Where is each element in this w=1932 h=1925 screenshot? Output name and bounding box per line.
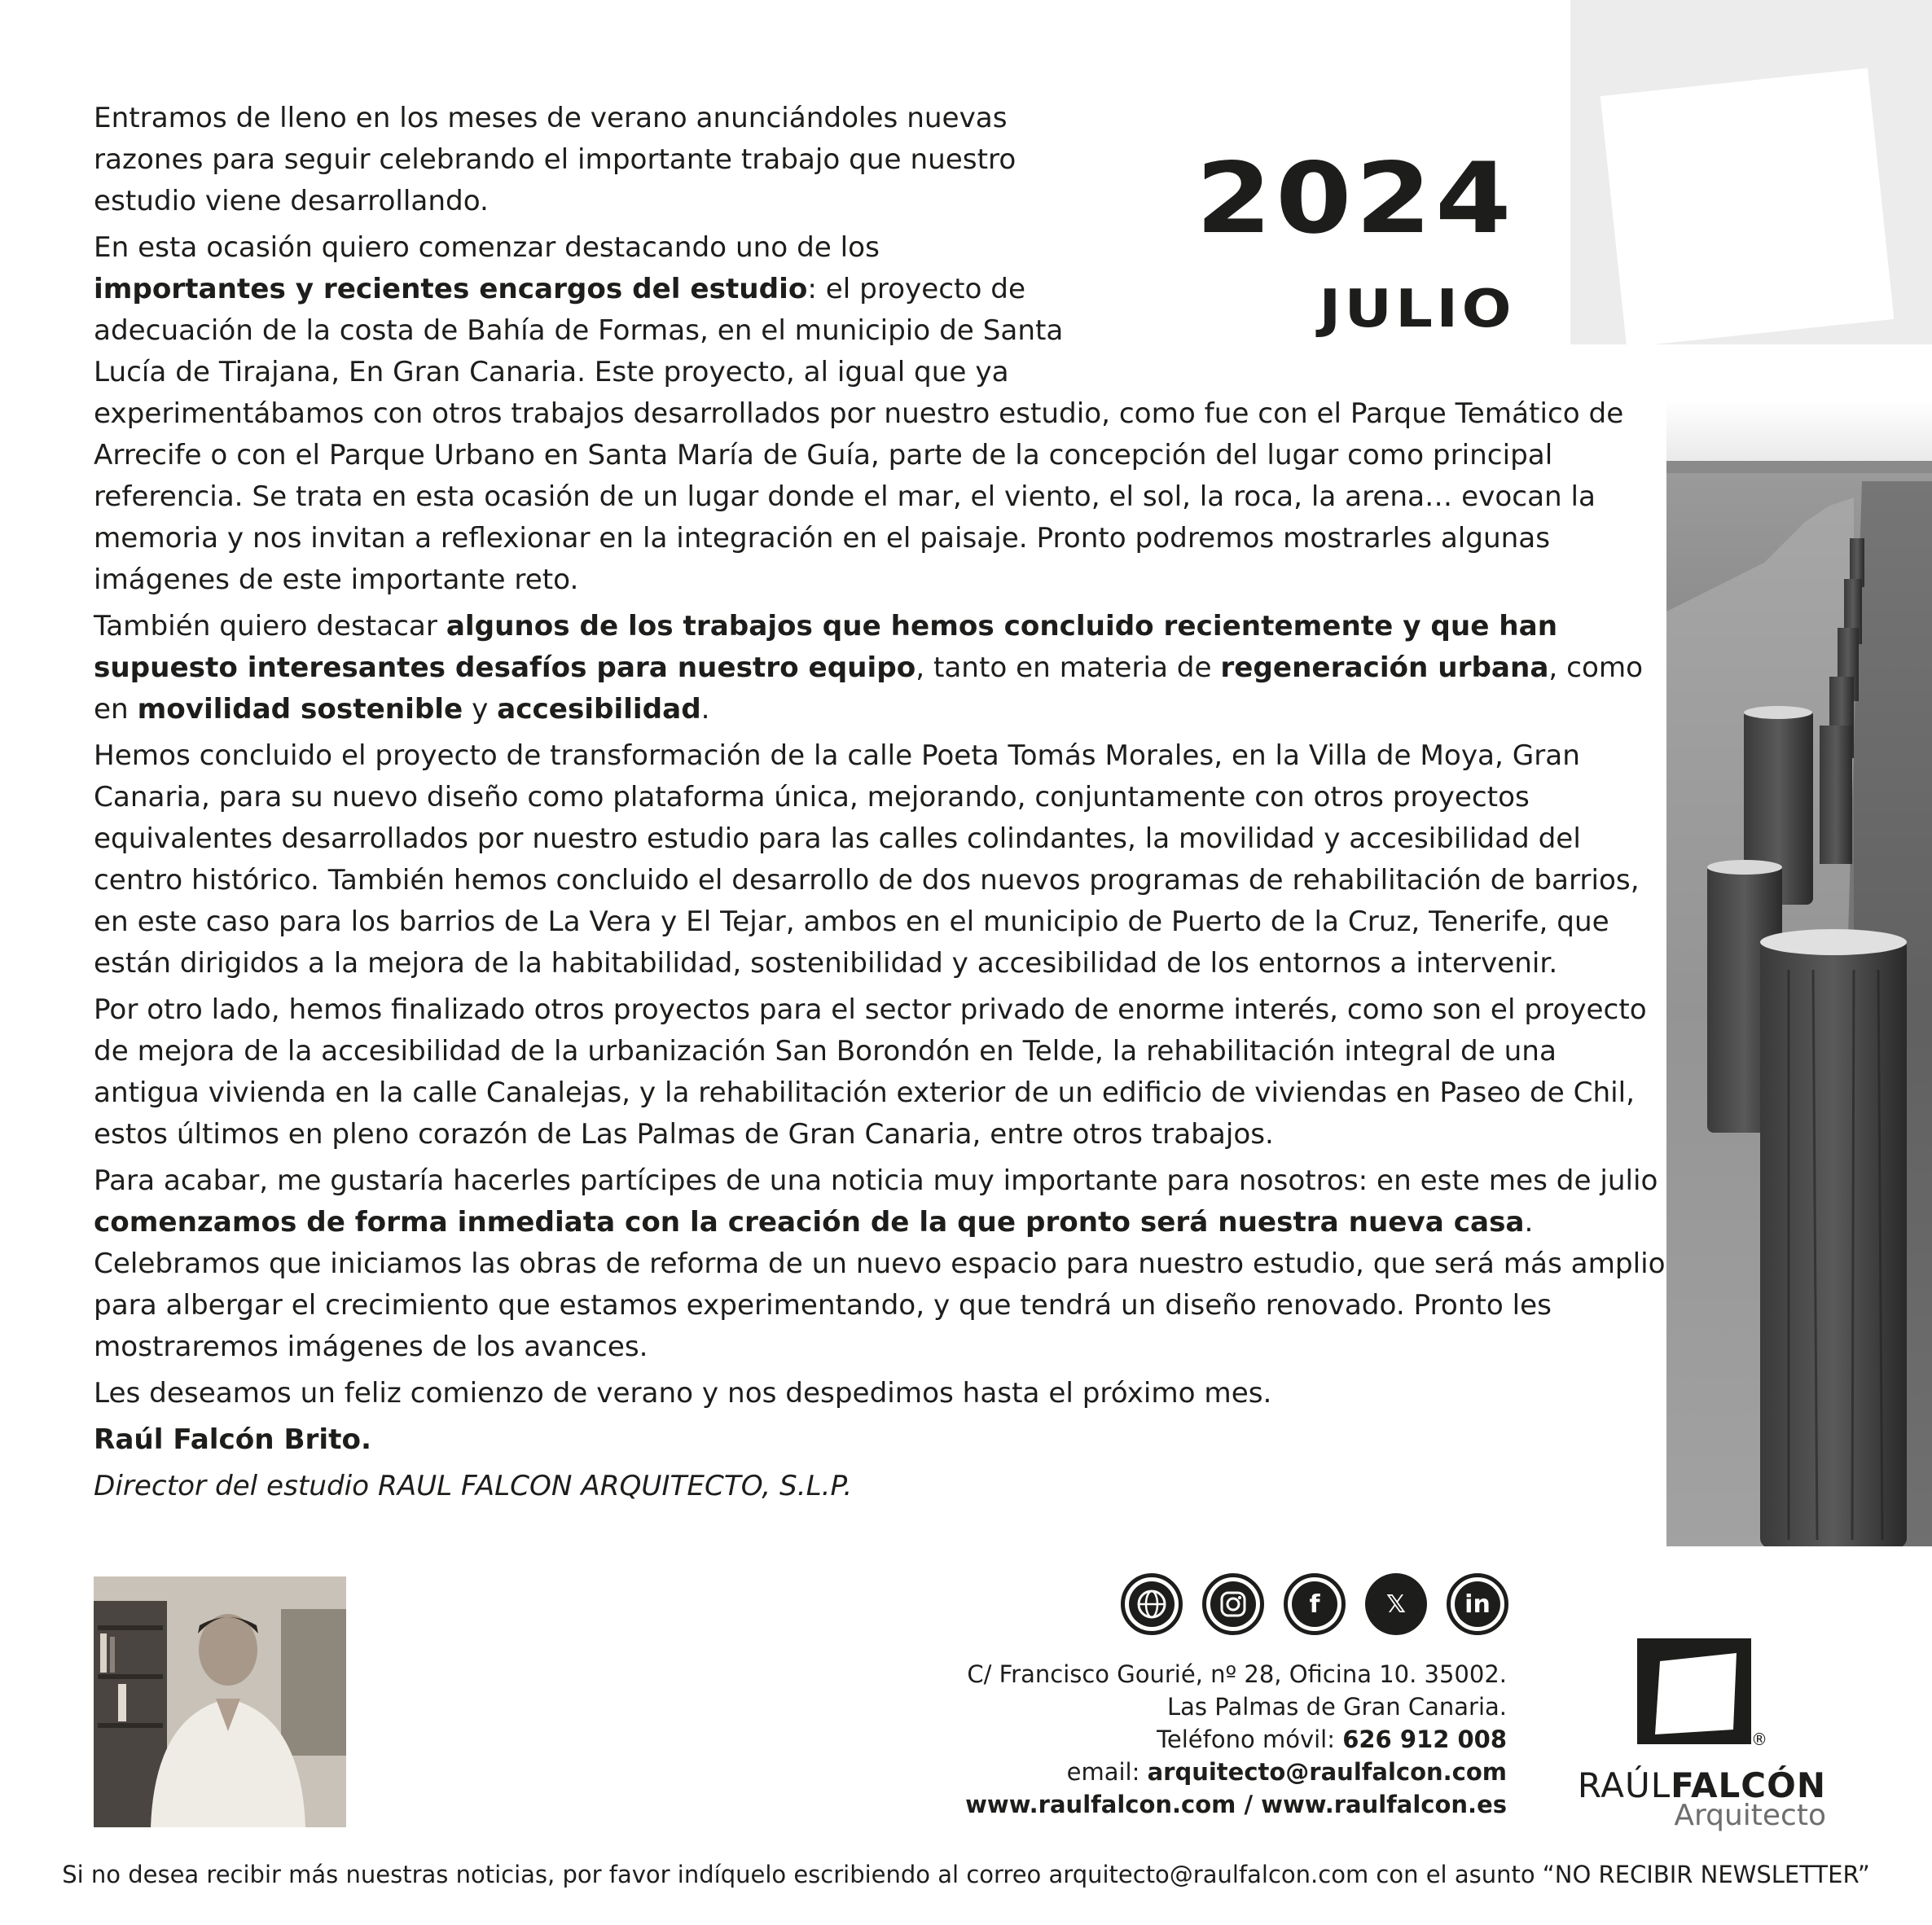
text-run-bold: comenzamos de forma inmediata con la creación de la que pronto será nuestra nueva casa	[94, 1206, 1525, 1239]
paragraph-moya-project: Hemos concluido el proyecto de transformación de la calle Poeta Tomás Morales, en la Villa de Moya, Gran Canaria, para su nuevo diseño como plataforma única, mejorando, conjuntamente con otros proyectos equivalentes desarrollados por nuestro estudio para las calles colindantes, la movilidad y accesibilidad del centro histórico. También hemos concluido el desarrollo de dos nuevos programas de rehabilitación de barrios, en este caso para los barrios de La Vera y El Tejar, ambos en el municipio de Puerto de la Cruz, Tenerife, que están dirigidos a la mejora de la habitabilidad, sostenibilidad y accesibilidad de los entornos a intervenir.	[94, 739, 1640, 980]
unsubscribe-notice: Si no desea recibir más nuestras noticias, por favor indíquelo escribiendo al correo arquitecto@raulfalcon.com con el asunto “NO RECIBIR NEWSLETTER”	[62, 1861, 1870, 1888]
x-link[interactable]	[1365, 1573, 1427, 1635]
phone-number[interactable]: 626 912 008	[1342, 1725, 1507, 1753]
coastal-posts-photo	[1666, 400, 1932, 1546]
web-link-com[interactable]: www.raulfalcon.com	[965, 1791, 1236, 1818]
paragraph-recent-works	[94, 606, 1666, 730]
email-line	[815, 1756, 1507, 1788]
web-link-es[interactable]: www.raulfalcon.es	[1261, 1791, 1507, 1818]
phone-label: Teléfono móvil:	[1157, 1725, 1343, 1753]
paragraph-intro: Entramos de lleno en los meses de verano anunciándoles nuevas razones para seguir celebrando el importante trabajo que nuestro estudio viene desarrollando.	[94, 102, 1016, 217]
text-run: y	[463, 693, 498, 726]
text-run: .	[700, 693, 710, 726]
facebook-link[interactable]	[1284, 1573, 1346, 1635]
text-run-bold: movilidad sostenible	[137, 693, 463, 726]
instagram-link[interactable]	[1202, 1573, 1264, 1635]
signature-name: Raúl Falcón Brito.	[94, 1423, 371, 1456]
x-icon: 𝕏	[1373, 1581, 1419, 1627]
brand-name-heavy: FALCÓN	[1671, 1765, 1826, 1805]
website-link[interactable]	[1121, 1573, 1183, 1635]
address-line-1: C/ Francisco Gourié, nº 28, Oficina 10. 35002.	[967, 1660, 1507, 1688]
paragraph-farewell: Les deseamos un feliz comienzo de verano y nos despedimos hasta el próximo mes.	[94, 1377, 1272, 1410]
linkedin-icon: in	[1455, 1581, 1500, 1627]
newsletter-article	[94, 98, 1666, 1512]
text-run-bold: accesibilidad	[497, 693, 701, 726]
author-portrait-photo	[94, 1576, 346, 1827]
social-icons-row	[1121, 1573, 1508, 1635]
email-label: email:	[1066, 1758, 1148, 1786]
issue-year: 2024	[1196, 143, 1515, 256]
address-line-2: Las Palmas de Gran Canaria.	[1167, 1693, 1507, 1721]
registered-mark: ®	[1751, 1730, 1767, 1749]
brand-logo-mark	[1637, 1638, 1751, 1744]
text-run-bold: regeneración urbana	[1220, 651, 1549, 684]
paragraph-bahia-formas	[94, 227, 1666, 601]
text-run: También quiero destacar	[94, 610, 446, 642]
brand-name-light: RAÚL	[1577, 1765, 1671, 1805]
paragraph-new-office	[94, 1160, 1666, 1368]
paragraph-private-sector: Por otro lado, hemos finalizado otros proyectos para el sector privado de enorme interés, como son el proyecto de mejora de la accesibilidad de la urbanización San Borondón en Telde, la rehabilitación integral de una antigua vivienda en la calle Canalejas, y la rehabilitación exterior de un edificio de viviendas en Paseo de Chil, estos últimos en pleno corazón de Las Palmas de Gran Canaria, entre otros trabajos.	[94, 993, 1647, 1151]
text-run: , como en	[94, 651, 1644, 726]
text-run: : el proyecto de adecuación de la costa de Bahía de Formas, en el municipio de Santa Lucía de Tirajana, En Gran Canaria. Este proyecto, al igual que ya	[94, 273, 1064, 388]
signature-title: Director del estudio RAUL FALCON ARQUITECTO, S.L.P.	[94, 1470, 853, 1502]
globe-icon	[1129, 1581, 1175, 1627]
text-run: , tanto en materia de	[916, 651, 1221, 684]
email-link[interactable]: arquitecto@raulfalcon.com	[1147, 1758, 1507, 1786]
text-run: . Celebramos que iniciamos las obras de reforma de un nuevo espacio para nuestro estudio, que será más amplio para albergar el crecimiento que estamos experimentando, y que tendrá un diseño renovado. Pronto les mostraremos imágenes de los avances.	[94, 1206, 1666, 1363]
text-run-bold: importantes y recientes encargos del estudio	[94, 273, 808, 305]
contact-block	[815, 1658, 1507, 1821]
web-separator: /	[1236, 1791, 1262, 1818]
issue-month: JULIO	[1319, 279, 1515, 340]
linkedin-link[interactable]	[1447, 1573, 1508, 1635]
text-run: Para acabar, me gustaría hacerles partícipes de una noticia muy importante para nosotros: en este mes de julio	[94, 1164, 1658, 1197]
text-run: En esta ocasión quiero comenzar destacando uno de los	[94, 231, 880, 264]
text-run-bold: algunos de los trabajos que hemos concluido recientemente y que han supuesto interesantes desafíos para nuestro equipo	[94, 610, 1558, 684]
phone-line	[815, 1723, 1507, 1756]
text-run: experimentábamos con otros trabajos desarrollados por nuestro estudio, como fue con el Parque Temático de Arrecife o con el Parque Urbano en Santa María de Guía, parte de la concepción del lugar como principal referencia. Se trata en esta ocasión de un lugar donde el mar, el viento, el sol, la roca, la arena… evocan la memoria y nos invitan a reflexionar en la integración en el paisaje. Pronto podremos mostrarles algunas imágenes de este importante reto.	[94, 397, 1624, 596]
instagram-icon	[1210, 1581, 1256, 1627]
facebook-icon: f	[1292, 1581, 1337, 1627]
web-line	[815, 1788, 1507, 1821]
brand-subtitle: Arquitecto	[1674, 1799, 1826, 1832]
